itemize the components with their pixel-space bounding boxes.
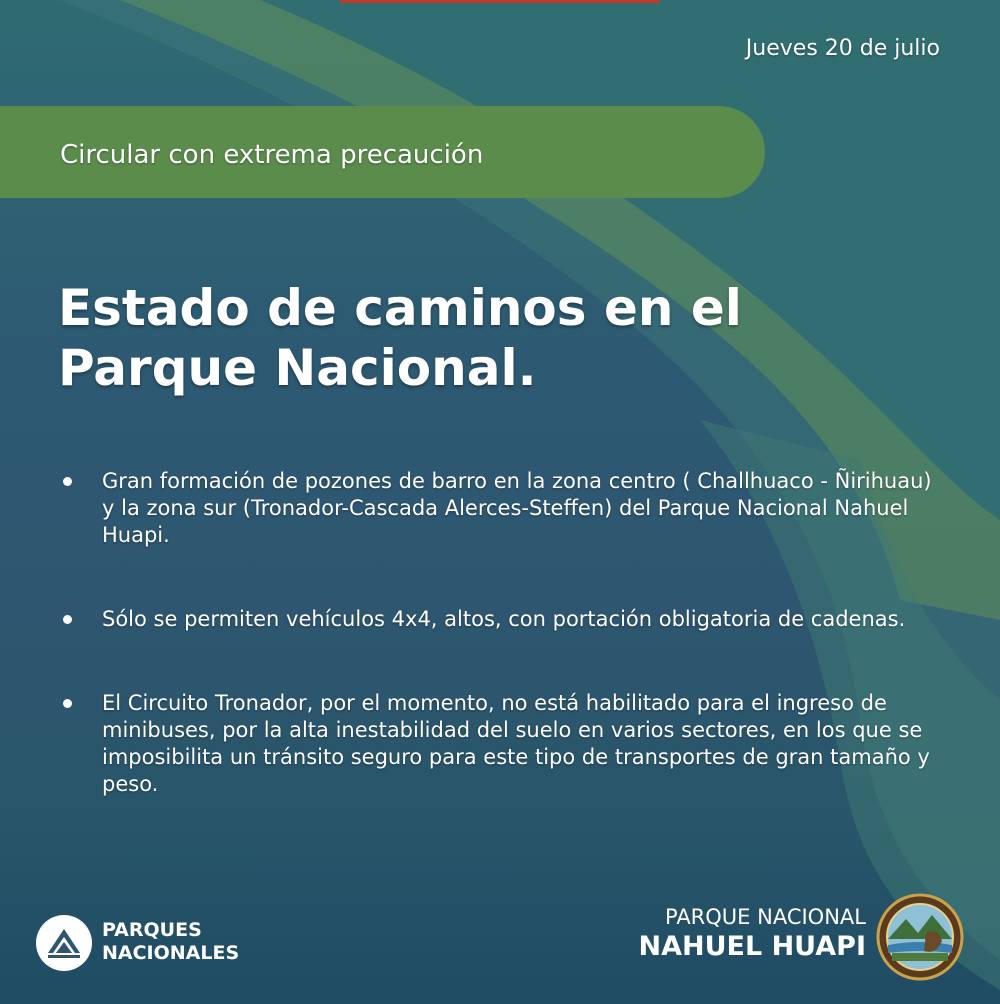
list-item <box>60 468 950 549</box>
list-item <box>60 690 950 798</box>
road-status-list <box>60 468 950 798</box>
list-item-text: Sólo se permiten vehículos 4x4, altos, con portación obligatoria de cadenas. <box>102 607 906 631</box>
nahuel-huapi-line-2: NAHUEL HUAPI <box>638 931 866 962</box>
bullet-icon <box>63 615 72 624</box>
nahuel-huapi-logo <box>634 893 964 983</box>
parques-nacionales-text <box>102 919 239 965</box>
bullet-icon <box>63 477 72 486</box>
logo-line-2: NACIONALES <box>102 942 240 964</box>
page-title <box>58 278 938 398</box>
nahuel-huapi-seal-icon <box>876 893 964 981</box>
caution-banner-text: Circular con extrema precaución <box>60 140 484 170</box>
parques-nacionales-logo <box>36 915 336 975</box>
parques-nacionales-logo-icon <box>36 915 92 971</box>
title-line-2: Parque Nacional. <box>58 339 537 397</box>
logo-line-1: PARQUES <box>102 919 202 941</box>
nahuel-huapi-line-1: PARQUE NACIONAL <box>665 905 866 929</box>
list-item-text: El Circuito Tronador, por el momento, no está habilitado para el ingreso de minibuses, por la alta inestabilidad del suelo en varios sectores, en los que se imposibilita un tránsito seguro para este tipo de transportes de gran tamaño y peso. <box>102 691 930 796</box>
list-item-text: Gran formación de pozones de barro en la zona centro ( Challhuaco - Ñirihuau) y la zona sur (Tronador-Cascada Alerces-Steffen) del Parque Nacional Nahuel Huapi. <box>102 469 932 547</box>
bullet-icon <box>63 699 72 708</box>
date-label: Jueves 20 de julio <box>745 36 940 61</box>
title-line-1: Estado de caminos en el <box>58 279 742 337</box>
list-item <box>60 606 950 633</box>
